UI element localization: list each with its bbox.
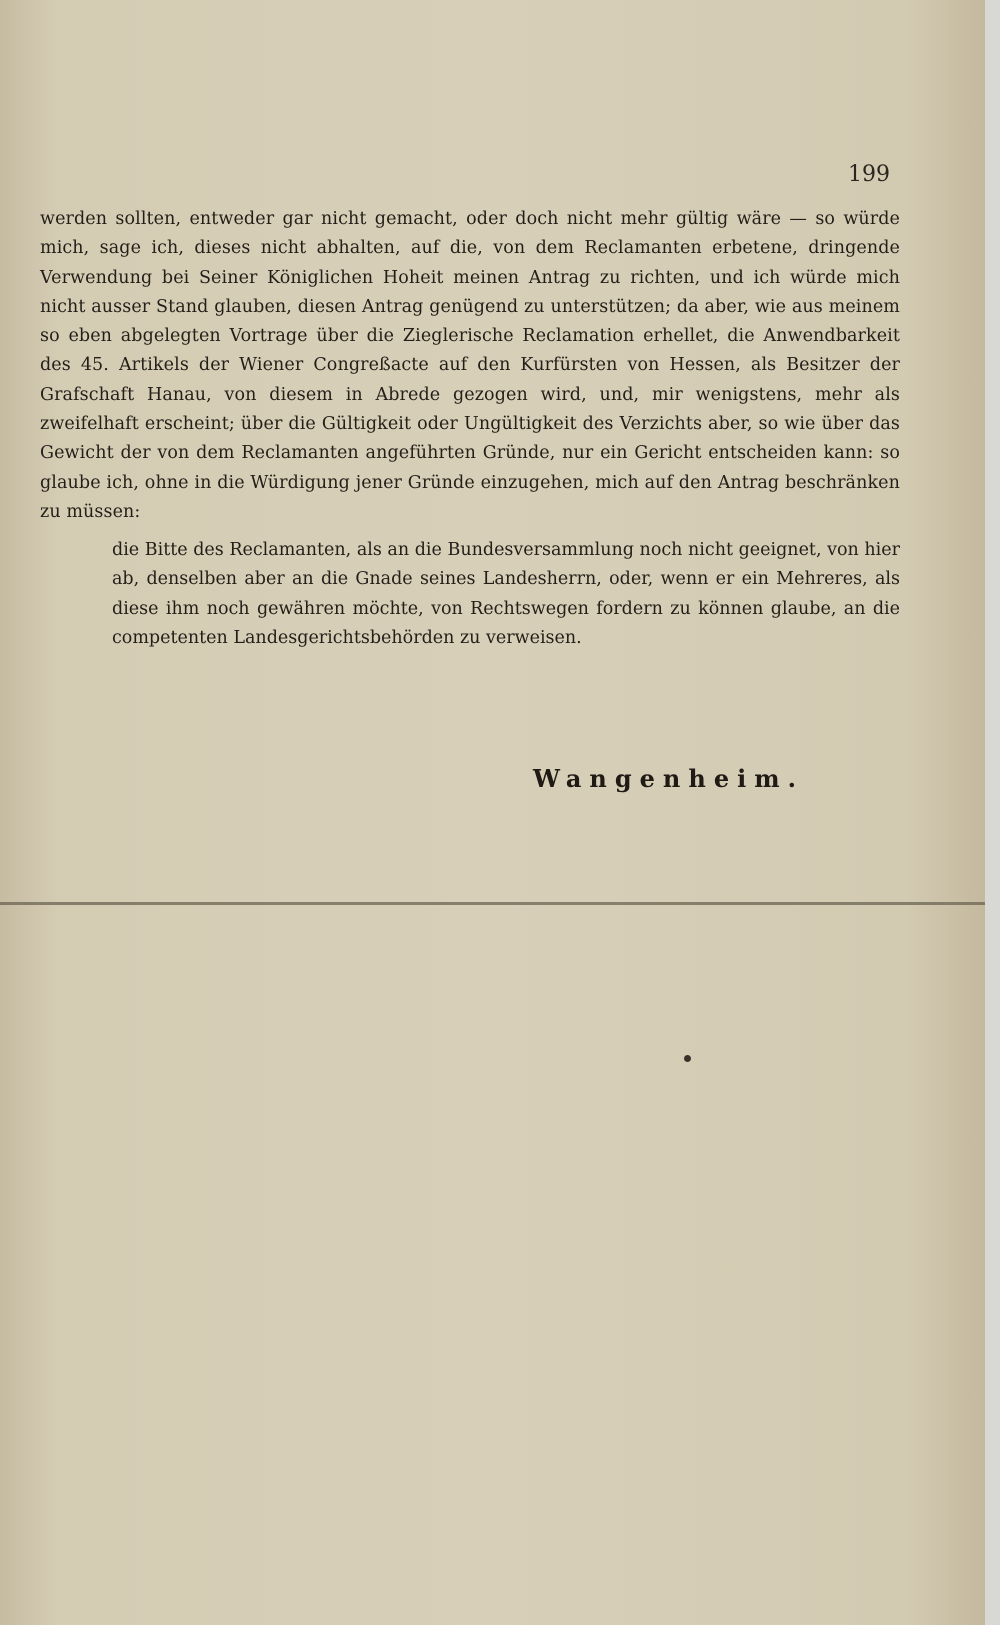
ink-speck [684, 1055, 691, 1062]
scan-margin [985, 0, 1000, 1625]
fold-line [0, 902, 985, 905]
page-number: 199 [848, 162, 890, 187]
motion-paragraph: die Bitte des Reclamanten, als an die Bundesversammlung noch nicht geeignet, von hier ab, denselben aber an die Gnade seines Landesherrn, oder, wenn er ein Mehreres, als diese ihm noch gewähren möchte, von Rechtswegen fordern zu können glaube, an die competenten Landesgerichtsbehörden zu verweisen. [112, 540, 900, 648]
signature: Wangenheim. [533, 764, 804, 793]
body-paragraph: werden sollten, entweder gar nicht gemacht, oder doch nicht mehr gültig wäre — so würde mich, sage ich, dieses nicht abhalten, auf die, von dem Reclamanten erbetene, dringende Verwendung bei Seiner Königlichen Hoheit meinen Antrag zu richten, und ich würde mich nicht ausser Stand glauben, diesen Antrag genügend zu unterstützen; da aber, wie aus meinem so eben abgelegten Vortrage über die Zieglerische Reclamation erhellet, die Anwendbarkeit des 45. Artikels der Wiener Congreßacte auf den Kurfürsten von Hessen, als Besitzer der Grafschaft Hanau, von diesem in Abrede gezogen wird, und, mir wenigstens, mehr als zweifelhaft erscheint; über die Gültigkeit oder Ungültigkeit des Verzichts aber, so wie über das Gewicht der von dem Reclamanten angeführten Gründe, nur ein Gericht entscheiden kann: so glaube ich, ohne in die Würdigung jener Gründe einzugehen, mich auf den Antrag beschränken zu müssen: [40, 209, 900, 522]
